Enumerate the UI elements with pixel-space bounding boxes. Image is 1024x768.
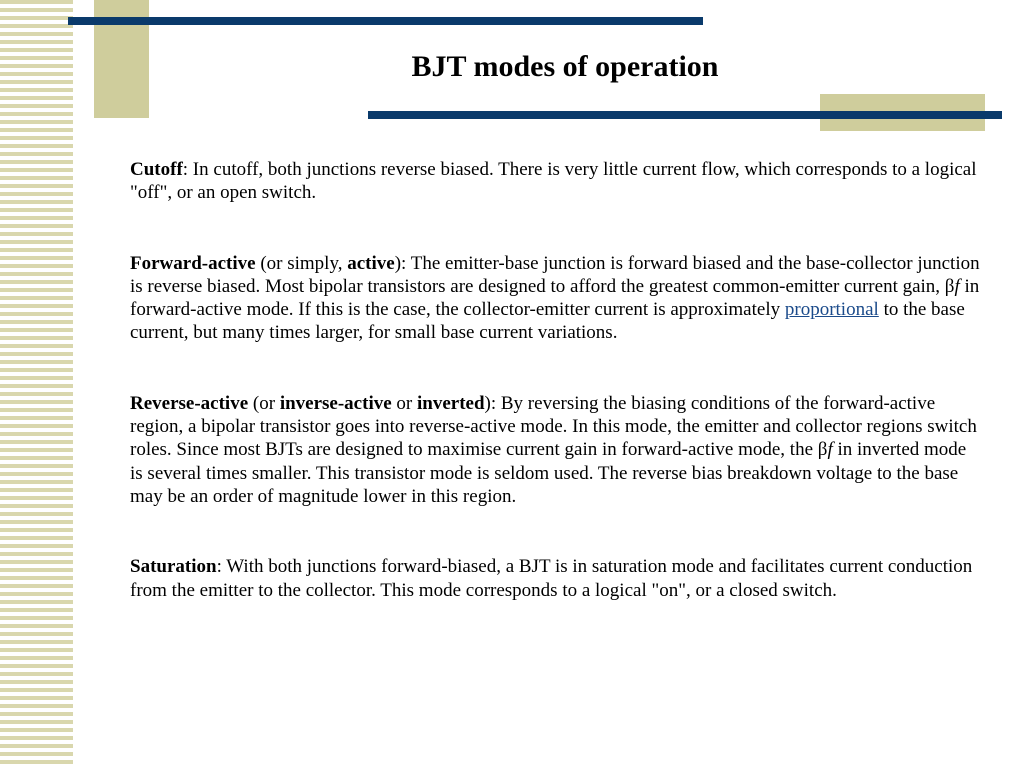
reverse-active-text-b: or <box>391 392 417 414</box>
beta-f-subscript: f <box>954 275 960 297</box>
paragraph-reverse-active <box>130 392 980 508</box>
left-stripe-decoration <box>0 0 73 768</box>
term-inverse-active: inverse-active <box>279 392 392 414</box>
term-active: active <box>347 252 395 274</box>
term-reverse-active: Reverse-active <box>130 392 249 414</box>
term-cutoff: Cutoff <box>130 159 183 180</box>
reverse-active-text-d: in inverted mode is several times smaller. This transistor mode is seldom used. The reverse bias breakdown voltage to the base may be an order of magnitude lower in this region. <box>130 439 967 507</box>
proportional-link[interactable]: proportional <box>784 299 879 321</box>
beta-f-subscript-2: f <box>827 439 833 461</box>
forward-active-text-d: to the base current, but many times larger, for small base current variations. <box>130 299 965 344</box>
forward-active-text-c: in forward-active mode. If this is the case, the collector-emitter current is approximately <box>130 275 980 321</box>
title-underline-rule <box>368 111 1002 119</box>
forward-active-text-a: (or simply, <box>255 252 348 274</box>
top-rule <box>68 17 703 25</box>
cutoff-text: : In cutoff, both junctions reverse biased. There is very little current flow, which corresponds to a logical "off", or an open switch. <box>130 159 977 204</box>
term-forward-active: Forward-active <box>130 252 256 274</box>
term-inverted: inverted <box>416 392 485 414</box>
slide-title: BJT modes of operation <box>411 50 719 83</box>
paragraph-forward-active <box>130 252 980 345</box>
paragraph-saturation <box>130 555 980 602</box>
forward-active-text-b: ): The emitter-base junction is forward biased and the base-collector junction is reverse biased. Most bipolar transistors are designed to afford the greatest common-emitter current gain, β <box>130 252 980 297</box>
saturation-text: : With both junctions forward-biased, a BJT is in saturation mode and facilitates current conduction from the emitter to the collector. This mode corresponds to a logical "on", or a closed switch. <box>130 556 973 601</box>
slide-body <box>130 158 980 602</box>
reverse-active-text-c: ): By reversing the biasing conditions of the forward-active region, a bipolar transistor goes into reverse-active mode. In this mode, the emitter and collector regions switch roles. Since most BJTs are designed to maximise current gain in forward-active mode, the β <box>130 392 977 461</box>
reverse-active-text-a: (or <box>248 392 280 414</box>
paragraph-cutoff <box>130 158 980 205</box>
term-saturation: Saturation <box>130 556 217 578</box>
